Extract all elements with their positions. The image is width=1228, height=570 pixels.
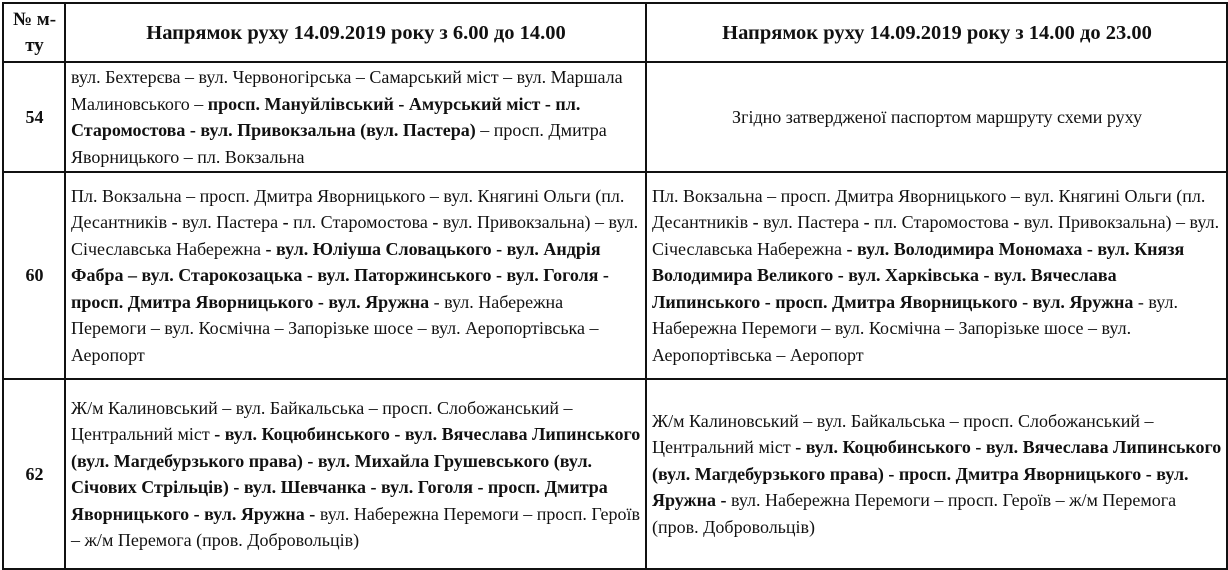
- route-segment: - вул. Набережна Перемоги – вул. Космічна – Запорізьке шосе – вул. Аеропортівська – Аеропорт: [71, 291, 599, 365]
- changed-route-segment: -: [1013, 212, 1020, 233]
- changed-route-segment: -: [863, 212, 870, 233]
- route-segment: вул. Пастера: [758, 212, 864, 233]
- route-segment: Пл. Вокзальна – просп. Дмитра Яворницького – вул. Княгині Ольги (пл. Десантників: [71, 185, 625, 233]
- route-segment: Ж/м Калиновський – вул. Байкальська – просп. Слобожанський – Центральний міст: [71, 397, 573, 444]
- route-segment: Згідно затвердженої паспортом маршруту схеми руху: [732, 106, 1142, 127]
- changed-route-segment: -: [171, 212, 178, 233]
- route-segment: Ж/м Калиновський – вул. Байкальська – просп. Слобожанський – Центральний міст: [652, 410, 1154, 458]
- changed-route-segment: - вул. Юліуша Словацького - вул. Андрія Фабра – вул. Старокозацька - вул. Паторжинського - вул. Гоголя - просп. Дмитра Яворницького - вул. Яружна: [71, 238, 609, 312]
- route-segment: вул. Набережна Перемоги – просп. Героїв – ж/м Перемога (пров. Добровольців): [71, 503, 640, 550]
- changed-route-segment: -: [282, 212, 289, 233]
- changed-route-segment: - вул. Володимира Мономаха - вул. Князя Володимира Великого - вул. Харківська - вул. Вячеслава Липинського - просп. Дмитра Яворницького - вул. Яружна: [652, 238, 1185, 312]
- route-segment: вул. Набережна Перемоги – просп. Героїв – ж/м Перемога (пров. Добровольців): [652, 490, 1177, 537]
- route-segment: – просп. Дмитра Яворницького – пл. Вокзальна: [71, 120, 607, 167]
- route-segment: - вул. Набережна Перемоги – вул. Космічна – Запорізьке шосе – вул. Аеропортівська – Аеропорт: [652, 291, 1178, 365]
- header-row: [3, 3, 1227, 62]
- morning-route-cell: [65, 379, 646, 569]
- route-segment: вул. Пастера: [177, 212, 283, 233]
- route-segment: вул. Привокзальна) – вул. Січеславська Набережна: [71, 212, 639, 259]
- table-row: [3, 172, 1227, 379]
- header-evening-direction: Напрямок руху 14.09.2019 року з 14.00 до 23.00: [646, 3, 1227, 62]
- route-number: 60: [3, 172, 65, 379]
- route-segment: пл. Старомостова: [288, 212, 433, 233]
- header-morning-direction: Напрямок руху 14.09.2019 року з 6.00 до 14.00: [65, 3, 646, 62]
- changed-route-segment: -: [432, 212, 439, 233]
- changed-route-segment: -: [752, 212, 759, 233]
- header-route-number: № м-ту: [3, 3, 65, 62]
- route-segment: Пл. Вокзальна – просп. Дмитра Яворницького – вул. Княгині Ольги (пл. Десантників: [652, 185, 1206, 233]
- route-changes-table: [2, 2, 1228, 570]
- changed-route-segment: - вул. Коцюбинського - вул. Вячеслава Липинського (вул. Магдебурзького права) - просп. Дмитра Яворницького - вул. Яружна -: [652, 437, 1222, 511]
- route-segment: пл. Старомостова: [869, 212, 1014, 233]
- route-segment: вул. Бехтерєва – вул. Червоногірська – Самарський міст – вул. Маршала Малиновського –: [71, 67, 623, 114]
- table-row: [3, 62, 1227, 172]
- evening-route-cell: [646, 379, 1227, 569]
- evening-route-cell: [646, 172, 1227, 379]
- changed-route-segment: - вул. Коцюбинського - вул. Вячеслава Липинського (вул. Магдебурзького права) - вул. Михайла Грушевського (вул. Січових Стрільців) - вул. Шевчанка - вул. Гоголя - просп. Дмитра Яворницького - вул. Яружна -: [71, 424, 641, 524]
- route-number: 62: [3, 379, 65, 569]
- evening-route-cell: [646, 62, 1227, 172]
- changed-route-segment: просп. Мануйлівський - Амурський міст - пл. Старомостова - вул. Привокзальна (вул. Пастера): [71, 93, 581, 140]
- route-number: 54: [3, 62, 65, 172]
- morning-route-cell: [65, 172, 646, 379]
- morning-route-cell: [65, 62, 646, 172]
- table-row: [3, 379, 1227, 569]
- route-segment: вул. Привокзальна) – вул. Січеславська Набережна: [652, 212, 1220, 259]
